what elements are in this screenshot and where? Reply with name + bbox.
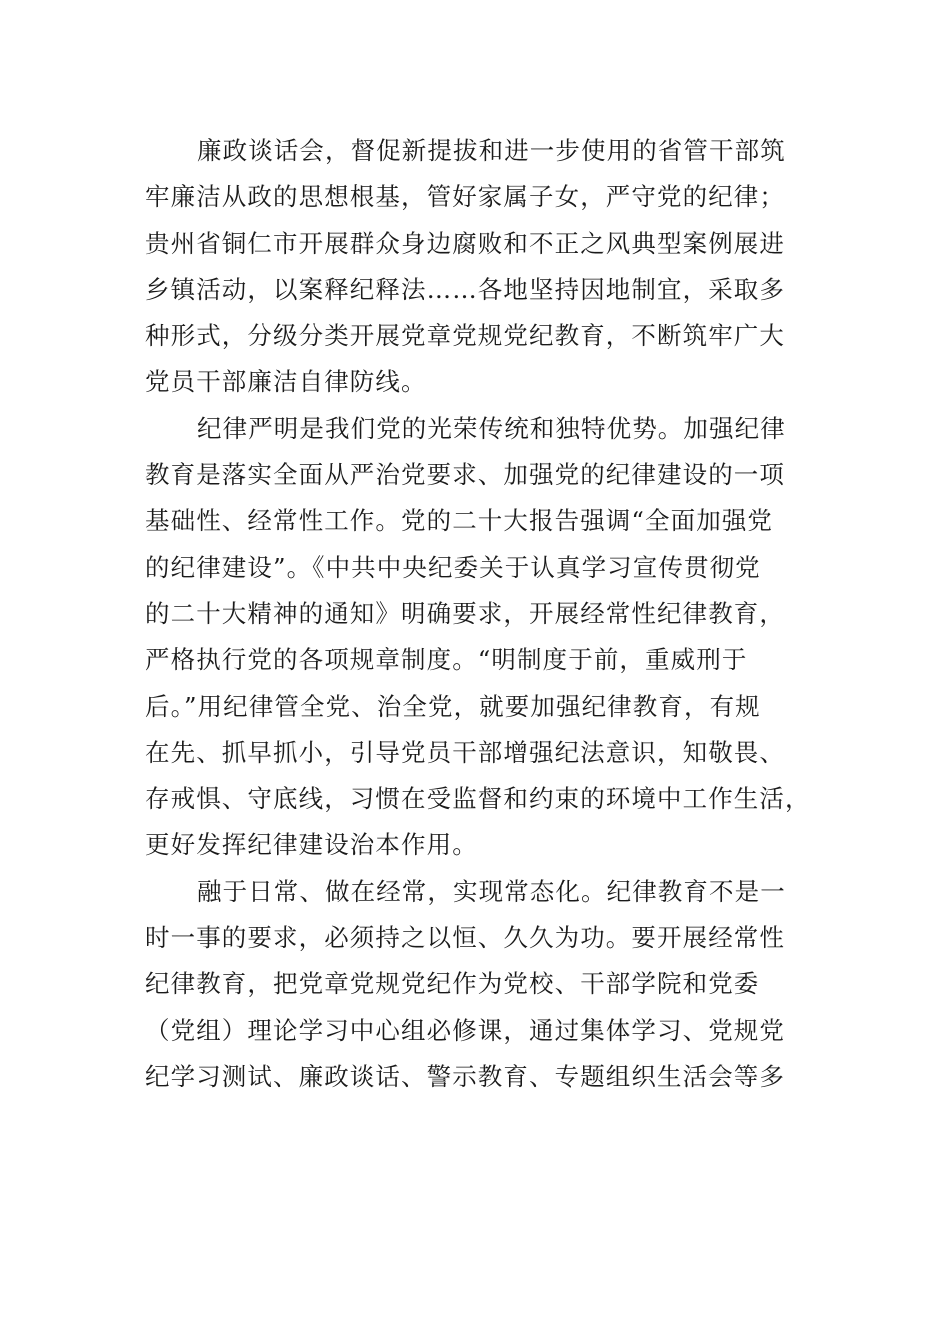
text-line: 廉政谈话会，督促新提拔和进一步使用的省管干部筑 xyxy=(197,136,786,165)
text-line: 存戒惧、守底线，习惯在受监督和约束的环境中工作生活， xyxy=(145,784,811,814)
text-line: 基础性、经常性工作。党的二十大报告强调“全面加强党 xyxy=(145,506,774,536)
text-line: 种形式，分级分类开展党章党规党纪教育，不断筑牢广大 xyxy=(145,321,785,351)
document-body xyxy=(145,128,811,1100)
text-line: （党组）理论学习中心组必修课，通过集体学习、党规党 xyxy=(145,1015,785,1045)
text-line: 融于日常、做在经常，实现常态化。纪律教育不是一 xyxy=(197,876,786,906)
text-line: 牢廉洁从政的思想根基，管好家属子女，严守党的纪律； xyxy=(145,182,785,212)
text-line: 严格执行党的各项规章制度。“明制度于前，重威刑于 xyxy=(145,645,748,675)
text-line: 教育是落实全面从严治党要求、加强党的纪律建设的一项 xyxy=(145,460,785,490)
text-line: 纪律严明是我们党的光荣传统和独特优势。加强纪律 xyxy=(197,413,786,443)
text-line: 乡镇活动，以案释纪释法……各地坚持因地制宜，采取多 xyxy=(145,274,785,304)
paragraph xyxy=(145,869,795,1100)
text-line: 党员干部廉洁自律防线。 xyxy=(145,367,427,397)
paragraph xyxy=(145,406,811,869)
text-line: 时一事的要求，必须持之以恒、久久为功。要开展经常性 xyxy=(145,923,785,953)
paragraph xyxy=(145,128,795,406)
text-line: 更好发挥纪律建设治本作用。 xyxy=(145,830,478,860)
text-line: 后。”用纪律管全党、治全党，就要加强纪律教育，有规 xyxy=(145,691,761,721)
text-line: 在先、抓早抓小，引导党员干部增强纪法意识，知敬畏、 xyxy=(145,737,785,767)
text-line: 贵州省铜仁市开展群众身边腐败和不正之风典型案例展进 xyxy=(145,228,785,258)
text-line: 的二十大精神的通知》明确要求，开展经常性纪律教育， xyxy=(145,598,785,628)
text-line: 纪学习测试、廉政谈话、警示教育、专题组织生活会等多 xyxy=(145,1061,785,1091)
text-line: 纪律教育，把党章党规党纪作为党校、干部学院和党委 xyxy=(145,969,760,999)
text-line: 的纪律建设”。《中共中央纪委关于认真学习宣传贯彻党 xyxy=(145,552,761,582)
